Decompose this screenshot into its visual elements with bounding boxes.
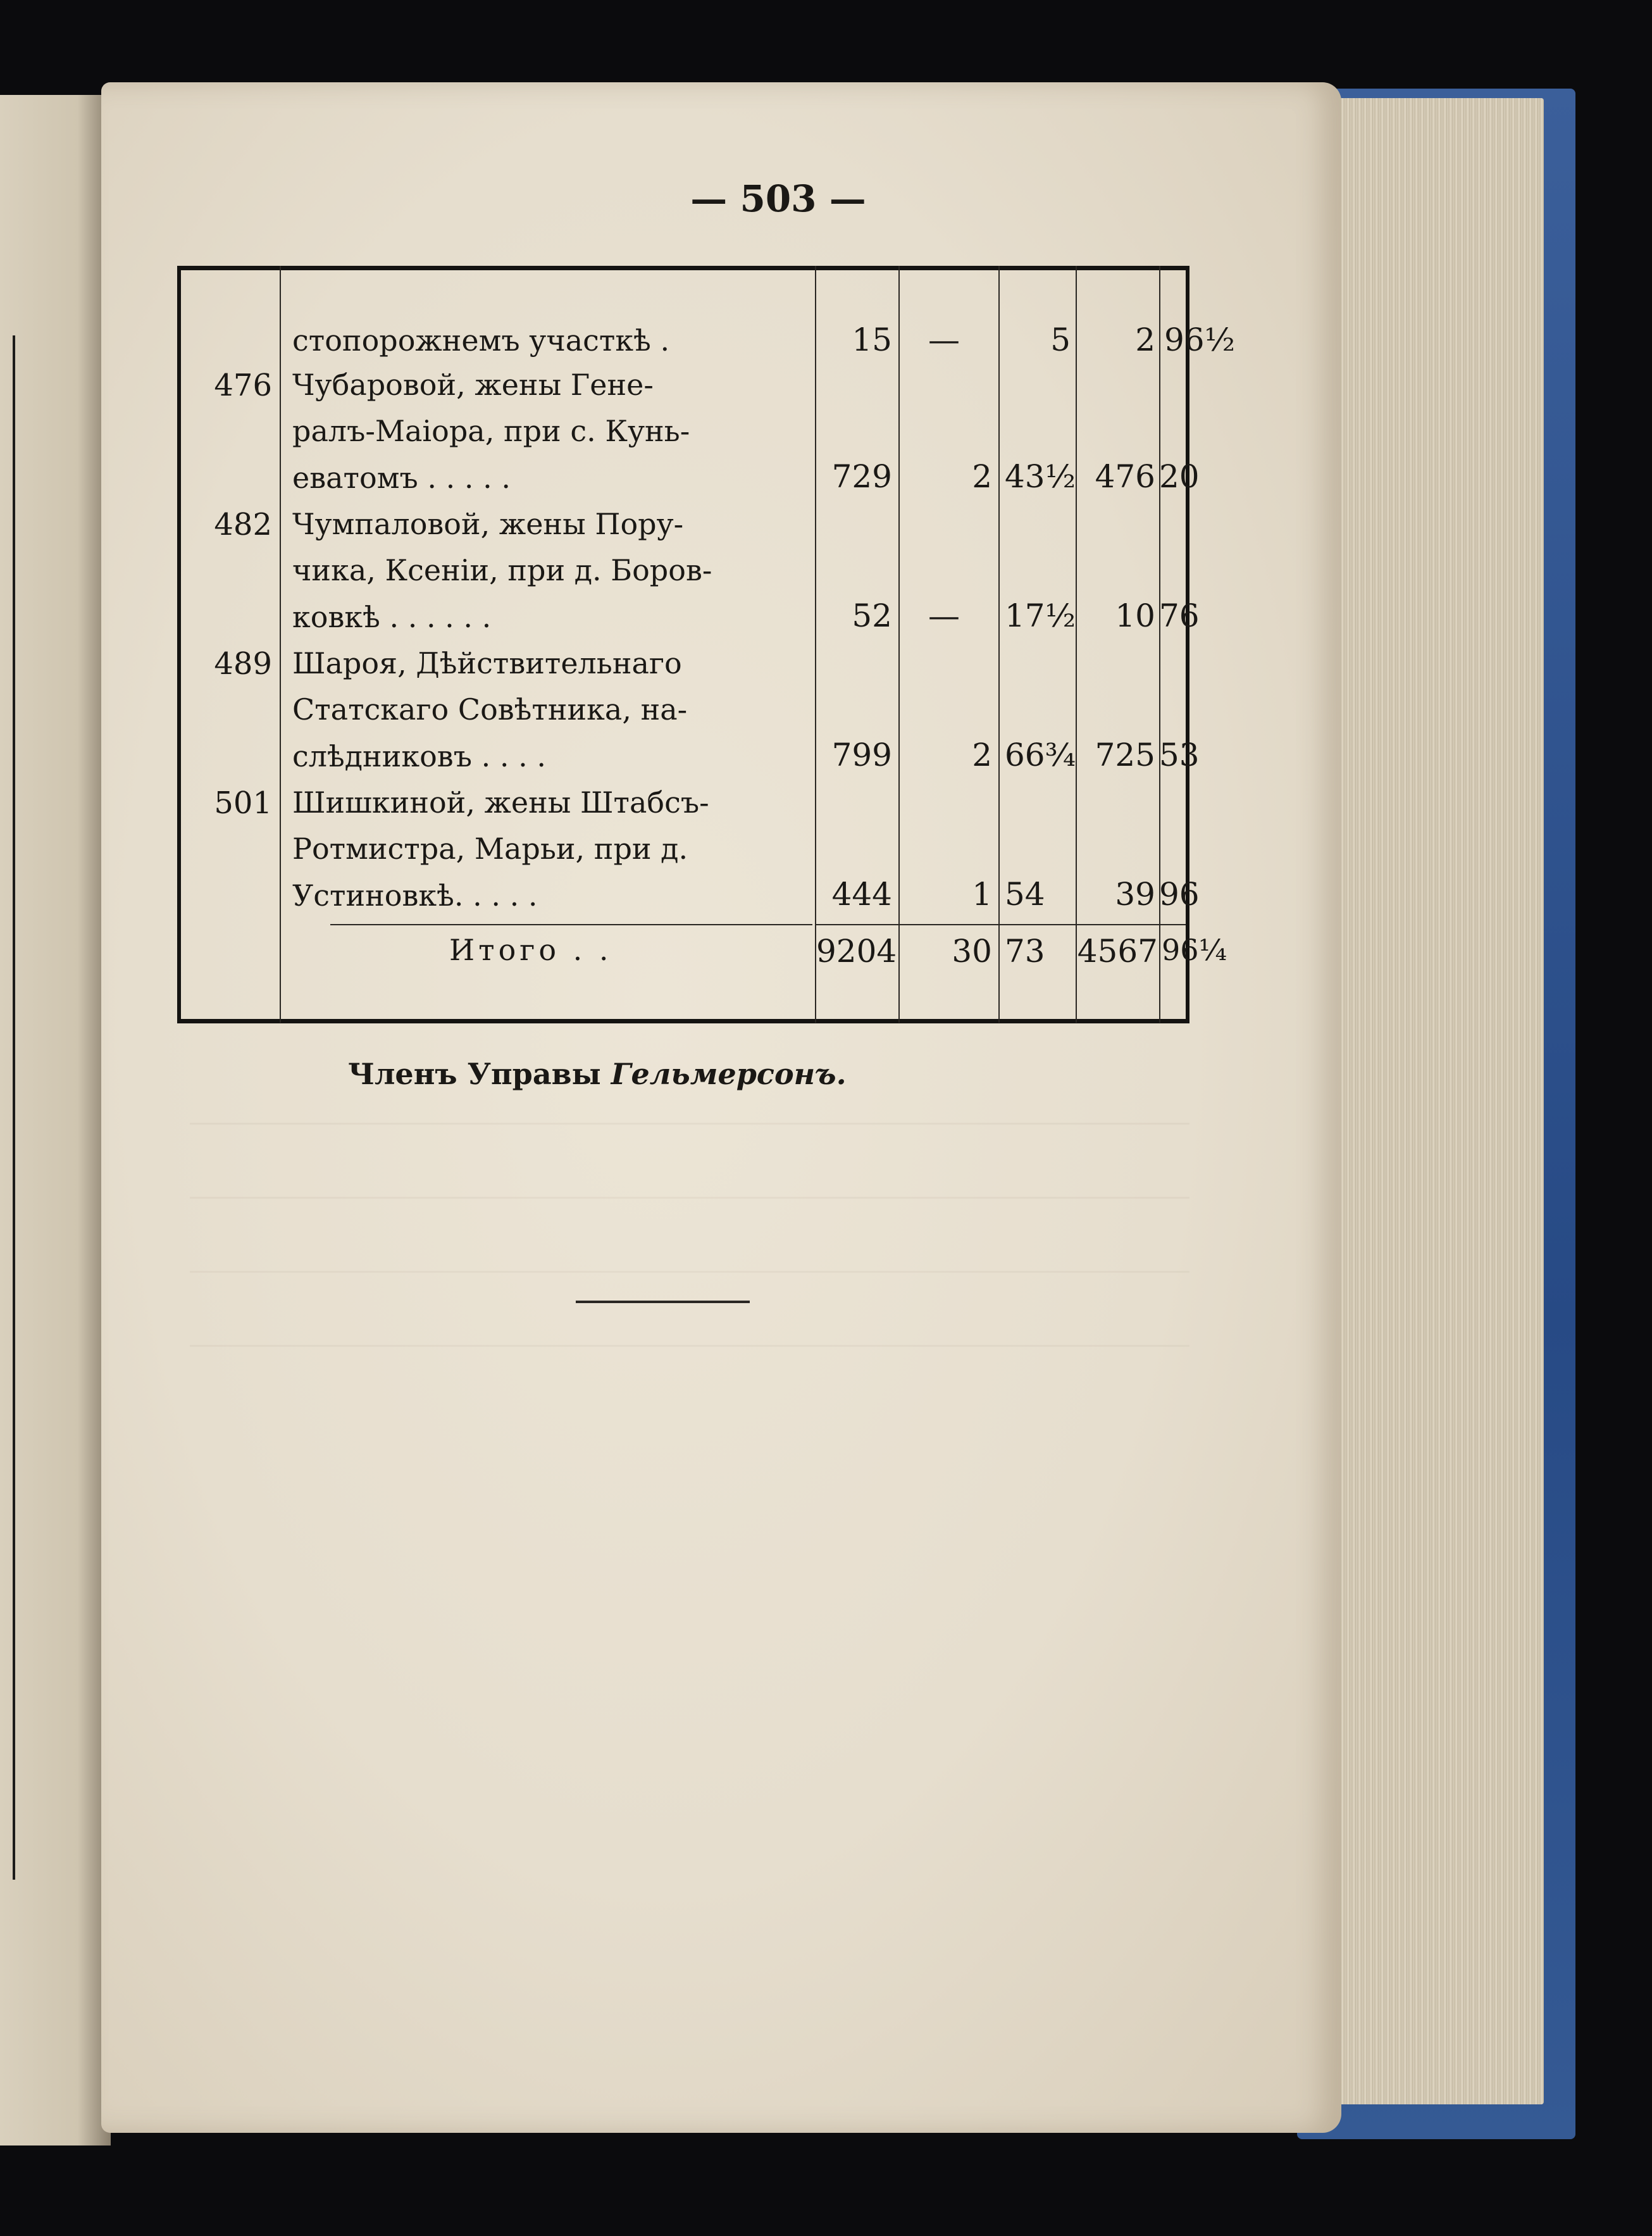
row-index: 482 bbox=[214, 507, 272, 542]
cell-value: 15 bbox=[852, 322, 892, 358]
left-page-edge bbox=[0, 95, 111, 2145]
row-name-line: чика, Ксеніи, при д. Боров- bbox=[292, 553, 712, 587]
row-name-line: Шишкиной, жены Штабсъ- bbox=[292, 785, 709, 820]
cell-value: 43½ bbox=[1005, 458, 1076, 495]
row-name-line: еватомъ . . . . . bbox=[292, 461, 511, 495]
row-name-line: ралъ-Маіора, при с. Кунь- bbox=[292, 414, 690, 448]
row-name-line: Шароя, Дѣйствительнаго bbox=[292, 646, 682, 680]
row-name-line: Чубаровой, жены Гене- bbox=[292, 368, 654, 402]
sum-rule bbox=[815, 924, 1186, 925]
cell-value: 2 bbox=[972, 737, 992, 773]
cell-value: 1 bbox=[972, 876, 992, 913]
cell-value: 444 bbox=[831, 876, 892, 913]
page-edges bbox=[1316, 98, 1544, 2104]
row-name-line: слѣдниковъ . . . . bbox=[292, 739, 546, 773]
row-name-line: Ротмистра, Марьи, при д. bbox=[292, 832, 688, 866]
signature-name: Гельмерсонъ. bbox=[611, 1057, 847, 1091]
cell-value: 17½ bbox=[1005, 597, 1076, 634]
row-name-line: Устиновкѣ. . . . . bbox=[292, 878, 538, 913]
cell-value: 76 bbox=[1159, 597, 1200, 634]
cell-value: 66¾ bbox=[1005, 737, 1076, 773]
left-page-rule bbox=[0, 335, 15, 1880]
row-name-line: стопорожнемъ участкѣ . bbox=[292, 323, 670, 358]
cell-value: 2 bbox=[1135, 322, 1155, 358]
cell-value: 52 bbox=[852, 597, 892, 634]
row-name-line: ковкѣ . . . . . . bbox=[292, 600, 492, 634]
page-number: — 503 — bbox=[690, 177, 866, 220]
cell-value: 799 bbox=[831, 737, 892, 773]
cell-value: 725 bbox=[1095, 737, 1155, 773]
cell-value: 96 bbox=[1159, 876, 1200, 913]
signature-prefix: Членъ Управы bbox=[348, 1057, 601, 1091]
total-value: 96¼ bbox=[1162, 933, 1227, 967]
cell-value: 54 bbox=[1005, 876, 1045, 913]
cell-value: 53 bbox=[1159, 737, 1200, 773]
row-index: 476 bbox=[214, 368, 272, 403]
total-label: Итого . . bbox=[449, 933, 612, 967]
col-divider-index bbox=[280, 266, 281, 1023]
cell-value: — bbox=[928, 597, 960, 634]
row-index: 489 bbox=[214, 646, 272, 682]
landowners-table bbox=[177, 266, 1236, 1025]
total-value: 9204 bbox=[816, 933, 897, 970]
book-page bbox=[101, 82, 1341, 2133]
sum-rule bbox=[330, 924, 812, 925]
cell-value: 5 bbox=[1050, 322, 1071, 358]
cell-value: — bbox=[928, 322, 960, 358]
total-value: 73 bbox=[1005, 933, 1045, 970]
table-bottom-rule bbox=[177, 1019, 1189, 1023]
cell-value: 10 bbox=[1115, 597, 1155, 634]
cell-value: 20 bbox=[1159, 458, 1200, 495]
total-value: 30 bbox=[952, 933, 992, 970]
row-name-line: Статскаго Совѣтника, на- bbox=[292, 692, 688, 727]
cell-value: 96½ bbox=[1164, 322, 1236, 358]
row-index: 501 bbox=[214, 785, 272, 821]
cell-value: 39 bbox=[1115, 876, 1155, 913]
cell-value: 2 bbox=[972, 458, 992, 495]
table-top-rule bbox=[177, 266, 1189, 270]
row-name-line: Чумпаловой, жены Пору- bbox=[292, 507, 684, 541]
col-divider-2 bbox=[998, 266, 1000, 1023]
total-value: 4567 bbox=[1077, 933, 1158, 970]
cell-value: 729 bbox=[831, 458, 892, 495]
cell-value: 476 bbox=[1095, 458, 1155, 495]
bleed-through-texture bbox=[177, 1070, 1202, 1366]
